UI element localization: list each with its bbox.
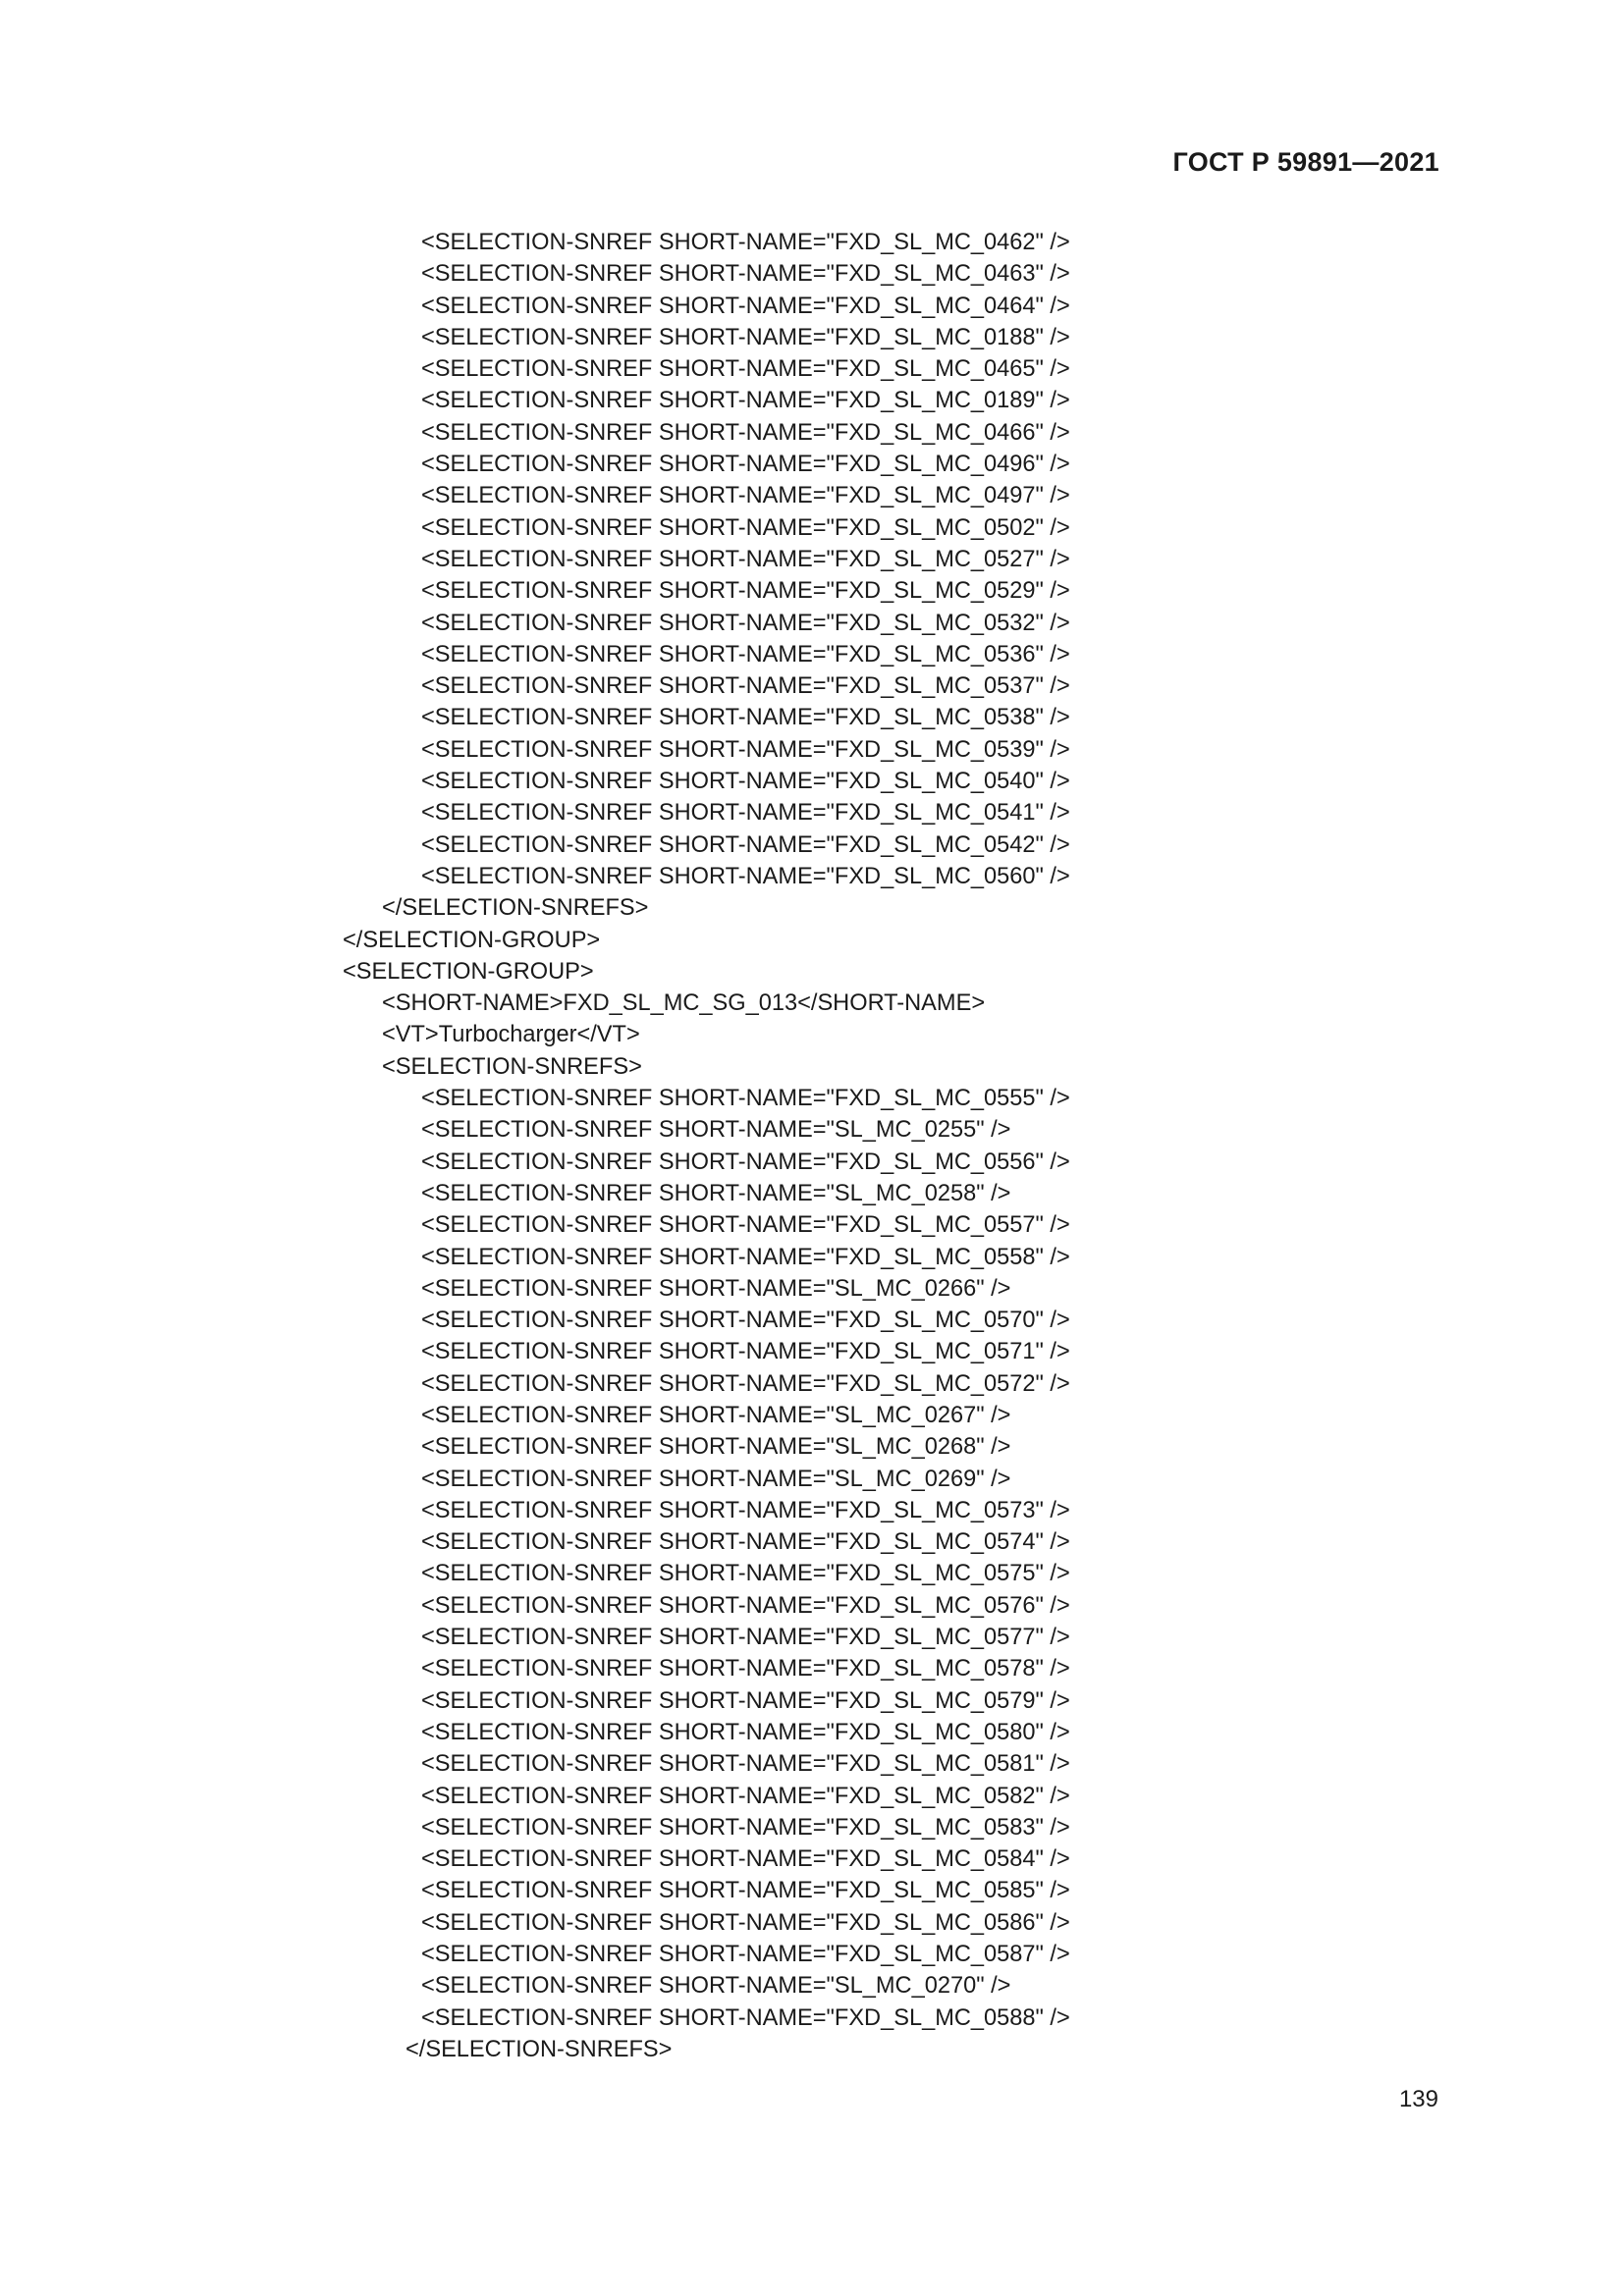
code-line: <SELECTION-SNREF SHORT-NAME="SL_MC_0270" /> (421, 1973, 1011, 2000)
code-line: <SELECTION-SNREF SHORT-NAME="FXD_SL_MC_0502" /> (421, 514, 1070, 541)
code-line: <SELECTION-SNREF SHORT-NAME="FXD_SL_MC_0466" /> (421, 419, 1070, 446)
code-line: <SELECTION-SNREF SHORT-NAME="FXD_SL_MC_0464" /> (421, 293, 1070, 319)
page-number: 139 (1398, 2086, 1438, 2112)
code-line: <SELECTION-SNREF SHORT-NAME="FXD_SL_MC_0577" /> (421, 1625, 1070, 1651)
code-line: </SELECTION-GROUP> (343, 927, 601, 953)
code-line: <SELECTION-SNREF SHORT-NAME="FXD_SL_MC_0571" /> (421, 1339, 1070, 1365)
code-line: <SELECTION-SNREF SHORT-NAME="SL_MC_0255" /> (421, 1117, 1011, 1144)
code-line: <SELECTION-SNREF SHORT-NAME="FXD_SL_MC_0536" /> (421, 641, 1070, 667)
code-line: <SELECTION-SNREF SHORT-NAME="FXD_SL_MC_0583" /> (421, 1814, 1070, 1841)
code-line: <SELECTION-SNREF SHORT-NAME="FXD_SL_MC_0572" /> (421, 1370, 1070, 1397)
code-line: <SELECTION-SNREF SHORT-NAME="FXD_SL_MC_0586" /> (421, 1909, 1070, 1936)
code-line: <SELECTION-SNREF SHORT-NAME="SL_MC_0269" /> (421, 1466, 1011, 1492)
code-line: <SELECTION-SNREF SHORT-NAME="FXD_SL_MC_0588" /> (421, 2004, 1070, 2031)
code-line: <SELECTION-SNREF SHORT-NAME="FXD_SL_MC_0558" /> (421, 1244, 1070, 1270)
code-line: <SELECTION-SNREF SHORT-NAME="FXD_SL_MC_0582" /> (421, 1783, 1070, 1809)
code-line: <SELECTION-SNREF SHORT-NAME="FXD_SL_MC_0574" /> (421, 1529, 1070, 1556)
code-line: <SELECTION-SNREF SHORT-NAME="FXD_SL_MC_0578" /> (421, 1656, 1070, 1682)
code-line: <SELECTION-SNREF SHORT-NAME="FXD_SL_MC_0463" /> (421, 261, 1070, 288)
code-line: </SELECTION-SNREFS> (406, 2036, 673, 2062)
code-line: <SELECTION-SNREF SHORT-NAME="FXD_SL_MC_0585" /> (421, 1878, 1070, 1904)
code-line: <SELECTION-SNREF SHORT-NAME="FXD_SL_MC_0570" /> (421, 1308, 1070, 1334)
code-line: <SELECTION-SNREF SHORT-NAME="FXD_SL_MC_0540" /> (421, 769, 1070, 795)
document-header: ГОСТ Р 59891—2021 (1172, 147, 1439, 177)
code-line: <SELECTION-SNREF SHORT-NAME="FXD_SL_MC_0584" /> (421, 1846, 1070, 1873)
code-line: </SELECTION-SNREFS> (382, 895, 649, 922)
code-line: <SELECTION-GROUP> (343, 958, 594, 985)
code-line: <SELECTION-SNREF SHORT-NAME="FXD_SL_MC_0529" /> (421, 578, 1070, 605)
code-line: <SELECTION-SNREF SHORT-NAME="FXD_SL_MC_0581" /> (421, 1751, 1070, 1778)
code-line: <SELECTION-SNREF SHORT-NAME="FXD_SL_MC_0542" /> (421, 831, 1070, 858)
code-line: <SELECTION-SNREF SHORT-NAME="FXD_SL_MC_0462" /> (421, 230, 1070, 255)
code-line: <SELECTION-SNREF SHORT-NAME="FXD_SL_MC_0532" /> (421, 610, 1070, 636)
code-line: <SELECTION-SNREF SHORT-NAME="FXD_SL_MC_0538" /> (421, 705, 1070, 731)
code-line: <SELECTION-SNREF SHORT-NAME="SL_MC_0258" /> (421, 1180, 1011, 1206)
code-line: <SELECTION-SNREF SHORT-NAME="FXD_SL_MC_0587" /> (421, 1942, 1070, 1968)
code-line: <SELECTION-SNREF SHORT-NAME="FXD_SL_MC_0539" /> (421, 736, 1070, 763)
code-line: <SELECTION-SNREF SHORT-NAME="SL_MC_0267" /> (421, 1402, 1011, 1428)
code-line: <SELECTION-SNREF SHORT-NAME="FXD_SL_MC_0537" /> (421, 673, 1070, 700)
code-line: <SELECTION-SNREF SHORT-NAME="FXD_SL_MC_0527" /> (421, 546, 1070, 572)
code-line: <SELECTION-SNREF SHORT-NAME="FXD_SL_MC_0189" /> (421, 388, 1070, 414)
code-line: <SELECTION-SNREF SHORT-NAME="FXD_SL_MC_0556" /> (421, 1148, 1070, 1175)
code-line: <SELECTION-SNREF SHORT-NAME="FXD_SL_MC_0576" /> (421, 1592, 1070, 1619)
code-line: <SELECTION-SNREF SHORT-NAME="FXD_SL_MC_0575" /> (421, 1561, 1070, 1587)
code-line: <SELECTION-SNREF SHORT-NAME="FXD_SL_MC_0557" /> (421, 1212, 1070, 1239)
code-line: <SELECTION-SNREF SHORT-NAME="SL_MC_0268" /> (421, 1434, 1011, 1461)
code-line: <SELECTION-SNREF SHORT-NAME="FXD_SL_MC_0497" /> (421, 483, 1070, 509)
code-line: <SELECTION-SNREF SHORT-NAME="FXD_SL_MC_0573" /> (421, 1497, 1070, 1523)
code-line: <SELECTION-SNREF SHORT-NAME="SL_MC_0266" /> (421, 1275, 1011, 1302)
code-line: <SHORT-NAME>FXD_SL_MC_SG_013</SHORT-NAME> (382, 990, 986, 1017)
code-line: <SELECTION-SNREF SHORT-NAME="FXD_SL_MC_0579" /> (421, 1687, 1070, 1714)
code-line: <SELECTION-SNREF SHORT-NAME="FXD_SL_MC_0560" /> (421, 863, 1070, 889)
code-line: <SELECTION-SNREF SHORT-NAME="FXD_SL_MC_0465" /> (421, 356, 1070, 383)
xml-code-listing (343, 227, 1070, 2065)
code-line: <SELECTION-SNREF SHORT-NAME="FXD_SL_MC_0541" /> (421, 800, 1070, 827)
code-line: <SELECTION-SNREFS> (382, 1053, 642, 1080)
code-line: <VT>Turbocharger</VT> (382, 1022, 640, 1048)
code-line: <SELECTION-SNREF SHORT-NAME="FXD_SL_MC_0555" /> (421, 1086, 1070, 1112)
code-line: <SELECTION-SNREF SHORT-NAME="FXD_SL_MC_0496" /> (421, 452, 1070, 478)
code-line: <SELECTION-SNREF SHORT-NAME="FXD_SL_MC_0580" /> (421, 1719, 1070, 1745)
code-line: <SELECTION-SNREF SHORT-NAME="FXD_SL_MC_0188" /> (421, 324, 1070, 350)
